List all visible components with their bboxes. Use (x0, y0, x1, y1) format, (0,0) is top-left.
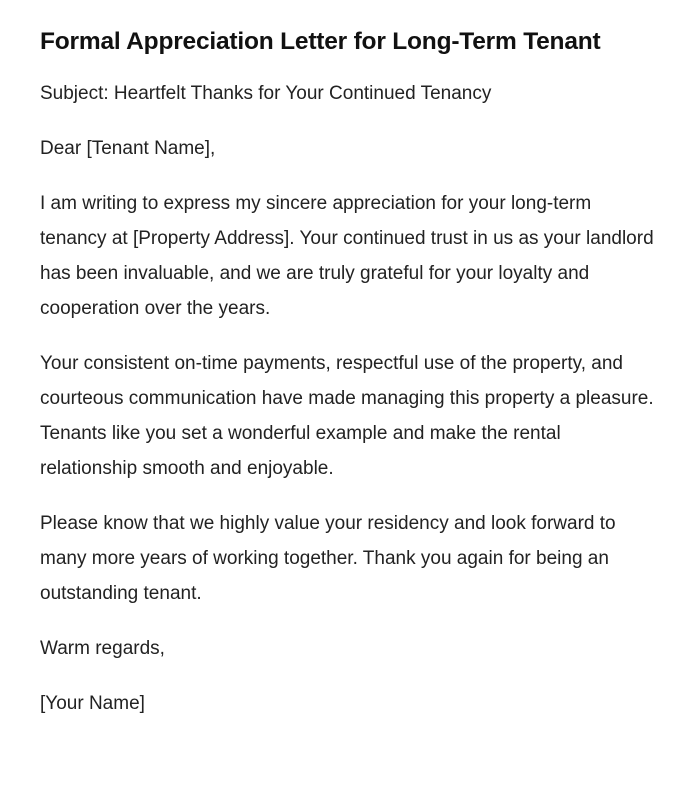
letter-paragraph-1: I am writing to express my sincere appreciation for your long-term tenancy at [Property Address]. Your continued trust in us as your landlord has been invaluable, and we are truly grateful for your loyalty and cooperation over the years. (40, 193, 654, 319)
letter-salutation: Dear [Tenant Name], (40, 138, 216, 159)
letter-signature: [Your Name] (40, 693, 145, 714)
letter-title: Formal Appreciation Letter for Long-Term Tenant (40, 28, 601, 55)
letter-subject: Subject: Heartfelt Thanks for Your Continued Tenancy (40, 83, 492, 104)
letter-closing: Warm regards, (40, 638, 165, 659)
letter-paragraph-2: Your consistent on-time payments, respectful use of the property, and courteous communication have made managing this property a pleasure. Tenants like you set a wonderful example and make the rental relationship smooth and enjoyable. (40, 353, 654, 479)
letter-paragraph-3: Please know that we highly value your residency and look forward to many more years of working together. Thank you again for being an outstanding tenant. (40, 513, 616, 604)
